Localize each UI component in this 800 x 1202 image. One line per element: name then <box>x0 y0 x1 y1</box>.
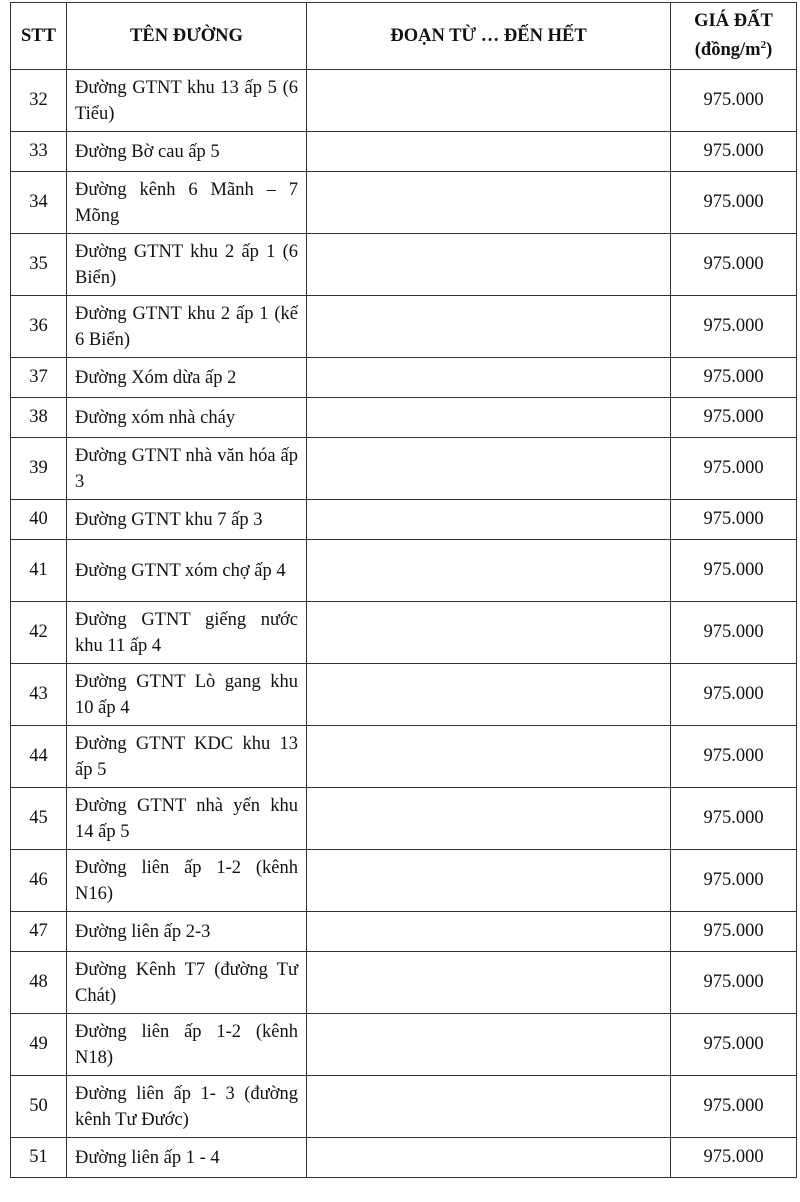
stt-cell: 35 <box>11 234 67 296</box>
segment-cell <box>307 1014 671 1076</box>
stt-cell: 51 <box>11 1138 67 1178</box>
street-name-cell: Đường kênh 6 Mãnh – 7 Mõng <box>67 172 307 234</box>
header-price-close: ) <box>766 40 773 61</box>
street-name-cell: Đường liên ấp 1-2 (kênh N16) <box>67 850 307 912</box>
segment-cell <box>307 1138 671 1178</box>
street-name-cell: Đường liên ấp 2-3 <box>67 912 307 952</box>
price-cell: 975.000 <box>671 172 797 234</box>
price-cell: 975.000 <box>671 726 797 788</box>
segment-cell <box>307 358 671 398</box>
street-name-cell: Đường GTNT khu 2 ấp 1 (6 Biển) <box>67 234 307 296</box>
segment-cell <box>307 602 671 664</box>
street-name-cell: Đường liên ấp 1-2 (kênh N18) <box>67 1014 307 1076</box>
price-cell: 975.000 <box>671 602 797 664</box>
price-cell: 975.000 <box>671 952 797 1014</box>
table-row <box>11 500 797 540</box>
header-price-label: GIÁ ĐẤT <box>694 11 773 32</box>
table-row <box>11 1014 797 1076</box>
table-row <box>11 296 797 358</box>
segment-cell <box>307 500 671 540</box>
header-price-unit: (đồng/m <box>694 40 761 61</box>
segment-cell <box>307 70 671 132</box>
street-name-cell: Đường GTNT khu 7 ấp 3 <box>67 500 307 540</box>
street-name-cell: Đường GTNT nhà yến khu 14 ấp 5 <box>67 788 307 850</box>
stt-cell: 38 <box>11 398 67 438</box>
price-cell: 975.000 <box>671 1076 797 1138</box>
segment-cell <box>307 398 671 438</box>
table-row <box>11 358 797 398</box>
table-row <box>11 788 797 850</box>
price-cell: 975.000 <box>671 664 797 726</box>
street-name-cell: Đường Kênh T7 (đường Tư Chát) <box>67 952 307 1014</box>
header-segment: ĐOẠN TỪ … ĐẾN HẾT <box>307 3 671 70</box>
table-header-row <box>11 3 797 70</box>
stt-cell: 34 <box>11 172 67 234</box>
street-name-cell: Đường liên ấp 1 - 4 <box>67 1138 307 1178</box>
price-cell: 975.000 <box>671 132 797 172</box>
stt-cell: 48 <box>11 952 67 1014</box>
price-cell: 975.000 <box>671 1014 797 1076</box>
stt-cell: 44 <box>11 726 67 788</box>
price-cell: 975.000 <box>671 850 797 912</box>
header-street-name: TÊN ĐƯỜNG <box>67 3 307 70</box>
price-cell: 975.000 <box>671 70 797 132</box>
table-row <box>11 398 797 438</box>
table-row <box>11 850 797 912</box>
segment-cell <box>307 1076 671 1138</box>
header-price-sup: 2 <box>760 39 767 52</box>
stt-cell: 33 <box>11 132 67 172</box>
segment-cell <box>307 172 671 234</box>
table-row <box>11 726 797 788</box>
street-name-cell: Đường GTNT nhà văn hóa ấp 3 <box>67 438 307 500</box>
price-cell: 975.000 <box>671 788 797 850</box>
segment-cell <box>307 952 671 1014</box>
table-row <box>11 602 797 664</box>
table-row <box>11 172 797 234</box>
segment-cell <box>307 132 671 172</box>
stt-cell: 41 <box>11 540 67 602</box>
street-name-cell: Đường GTNT Lò gang khu 10 ấp 4 <box>67 664 307 726</box>
segment-cell <box>307 664 671 726</box>
header-stt: STT <box>11 3 67 70</box>
price-cell: 975.000 <box>671 1138 797 1178</box>
street-name-cell: Đường GTNT KDC khu 13 ấp 5 <box>67 726 307 788</box>
price-cell: 975.000 <box>671 438 797 500</box>
stt-cell: 32 <box>11 70 67 132</box>
price-cell: 975.000 <box>671 398 797 438</box>
table-row <box>11 438 797 500</box>
table-row <box>11 540 797 602</box>
stt-cell: 36 <box>11 296 67 358</box>
stt-cell: 43 <box>11 664 67 726</box>
stt-cell: 49 <box>11 1014 67 1076</box>
street-name-cell: Đường GTNT giếng nước khu 11 ấp 4 <box>67 602 307 664</box>
stt-cell: 42 <box>11 602 67 664</box>
price-cell: 975.000 <box>671 358 797 398</box>
stt-cell: 47 <box>11 912 67 952</box>
street-name-cell: Đường Xóm dừa ấp 2 <box>67 358 307 398</box>
street-name-cell: Đường Bờ cau ấp 5 <box>67 132 307 172</box>
stt-cell: 50 <box>11 1076 67 1138</box>
segment-cell <box>307 850 671 912</box>
segment-cell <box>307 296 671 358</box>
stt-cell: 40 <box>11 500 67 540</box>
table-row <box>11 1138 797 1178</box>
header-price <box>671 3 797 70</box>
table-row <box>11 912 797 952</box>
segment-cell <box>307 726 671 788</box>
street-name-cell: Đường GTNT khu 2 ấp 1 (kế 6 Biển) <box>67 296 307 358</box>
street-name-cell: Đường xóm nhà cháy <box>67 398 307 438</box>
stt-cell: 45 <box>11 788 67 850</box>
price-cell: 975.000 <box>671 912 797 952</box>
segment-cell <box>307 438 671 500</box>
stt-cell: 39 <box>11 438 67 500</box>
segment-cell <box>307 540 671 602</box>
price-cell: 975.000 <box>671 296 797 358</box>
stt-cell: 37 <box>11 358 67 398</box>
street-name-cell: Đường liên ấp 1- 3 (đường kênh Tư Đước) <box>67 1076 307 1138</box>
segment-cell <box>307 234 671 296</box>
street-name-cell: Đường GTNT xóm chợ ấp 4 <box>67 540 307 602</box>
table-row <box>11 1076 797 1138</box>
table-row <box>11 234 797 296</box>
segment-cell <box>307 912 671 952</box>
table-row <box>11 952 797 1014</box>
land-price-table <box>10 2 797 1178</box>
table-row <box>11 664 797 726</box>
price-cell: 975.000 <box>671 500 797 540</box>
street-name-cell: Đường GTNT khu 13 ấp 5 (6 Tiểu) <box>67 70 307 132</box>
segment-cell <box>307 788 671 850</box>
table-row <box>11 70 797 132</box>
stt-cell: 46 <box>11 850 67 912</box>
table-row <box>11 132 797 172</box>
price-cell: 975.000 <box>671 234 797 296</box>
price-cell: 975.000 <box>671 540 797 602</box>
